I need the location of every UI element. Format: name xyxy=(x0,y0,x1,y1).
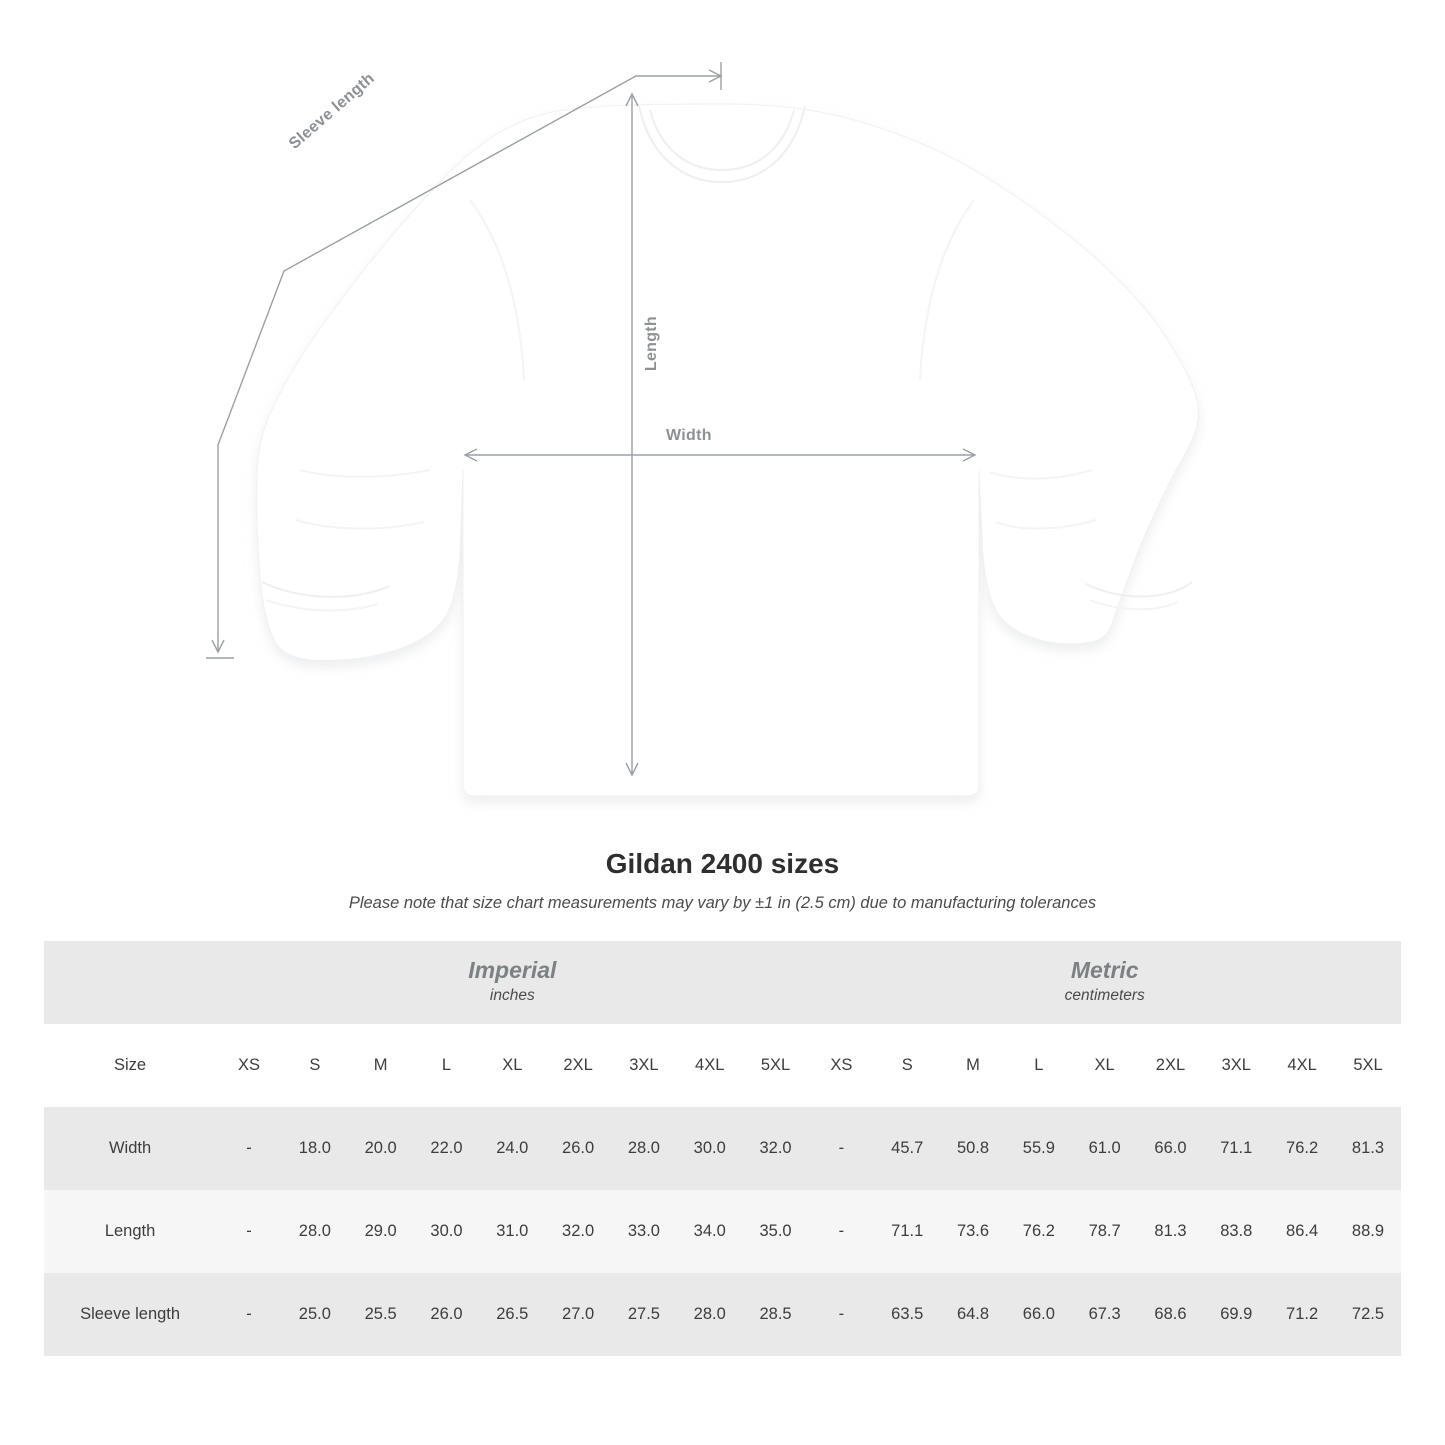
sleeve-length-dimension-label: Sleeve length xyxy=(286,69,378,153)
cell-width-imperial-2xl: 26.0 xyxy=(545,1107,611,1190)
cell-sleeve-imperial-2xl: 27.0 xyxy=(545,1273,611,1356)
metric-sublabel: centimeters xyxy=(1064,987,1145,1005)
header-imperial-xs: XS xyxy=(216,1024,282,1107)
size-table-wrapper xyxy=(44,941,1401,1356)
cell-length-imperial-5xl: 35.0 xyxy=(743,1190,809,1273)
cell-sleeve-metric-xs: - xyxy=(808,1273,874,1356)
cell-length-imperial-3xl: 33.0 xyxy=(611,1190,677,1273)
cell-sleeve-metric-2xl: 68.6 xyxy=(1138,1273,1204,1356)
cell-length-metric-3xl: 83.8 xyxy=(1203,1190,1269,1273)
tolerance-note: Please note that size chart measurements may vary by ±1 in (2.5 cm) due to manufacturing tolerances xyxy=(348,894,1097,912)
cell-width-metric-2xl: 66.0 xyxy=(1138,1107,1204,1190)
imperial-label: Imperial xyxy=(468,956,557,983)
size-header-row xyxy=(44,1024,1401,1107)
table-row xyxy=(44,1190,1401,1273)
row-label-sleeve-length: Sleeve length xyxy=(44,1273,216,1356)
cell-length-metric-xs: - xyxy=(808,1190,874,1273)
cell-length-metric-m: 73.6 xyxy=(940,1190,1006,1273)
header-imperial-m: M xyxy=(348,1024,414,1107)
table-row xyxy=(44,1273,1401,1356)
cell-width-imperial-3xl: 28.0 xyxy=(611,1107,677,1190)
header-metric-xs: XS xyxy=(808,1024,874,1107)
cell-sleeve-imperial-xl: 26.5 xyxy=(479,1273,545,1356)
header-metric-2xl: 2XL xyxy=(1138,1024,1204,1107)
header-imperial-5xl: 5XL xyxy=(743,1024,809,1107)
cell-length-metric-s: 71.1 xyxy=(874,1190,940,1273)
cell-sleeve-metric-s: 63.5 xyxy=(874,1273,940,1356)
cell-length-imperial-s: 28.0 xyxy=(282,1190,348,1273)
header-imperial-3xl: 3XL xyxy=(611,1024,677,1107)
cell-width-imperial-4xl: 30.0 xyxy=(677,1107,743,1190)
header-imperial-4xl: 4XL xyxy=(677,1024,743,1107)
cell-width-metric-s: 45.7 xyxy=(874,1107,940,1190)
cell-length-imperial-l: 30.0 xyxy=(414,1190,480,1273)
header-imperial-l: L xyxy=(414,1024,480,1107)
cell-length-imperial-m: 29.0 xyxy=(348,1190,414,1273)
length-dimension-label: Length xyxy=(643,316,660,372)
header-size: Size xyxy=(44,1024,216,1107)
header-metric-m: M xyxy=(940,1024,1006,1107)
header-metric-l: L xyxy=(1006,1024,1072,1107)
cell-width-imperial-s: 18.0 xyxy=(282,1107,348,1190)
cell-width-imperial-5xl: 32.0 xyxy=(743,1107,809,1190)
cell-width-imperial-xs: - xyxy=(216,1107,282,1190)
row-label-length: Length xyxy=(44,1190,216,1273)
cell-width-imperial-m: 20.0 xyxy=(348,1107,414,1190)
cell-sleeve-metric-5xl: 72.5 xyxy=(1335,1273,1401,1356)
title-block xyxy=(0,848,1445,913)
cell-width-metric-5xl: 81.3 xyxy=(1335,1107,1401,1190)
header-imperial-s: S xyxy=(282,1024,348,1107)
imperial-sublabel: inches xyxy=(489,987,535,1005)
cell-width-imperial-l: 22.0 xyxy=(414,1107,480,1190)
cell-width-imperial-xl: 24.0 xyxy=(479,1107,545,1190)
header-imperial-xl: XL xyxy=(479,1024,545,1107)
cell-length-metric-xl: 78.7 xyxy=(1072,1190,1138,1273)
cell-width-metric-xs: - xyxy=(808,1107,874,1190)
header-imperial-2xl: 2XL xyxy=(545,1024,611,1107)
cell-length-metric-5xl: 88.9 xyxy=(1335,1190,1401,1273)
cell-length-metric-2xl: 81.3 xyxy=(1138,1190,1204,1273)
unit-header-spacer xyxy=(44,941,216,1024)
metric-label: Metric xyxy=(1070,956,1139,983)
unit-header-metric xyxy=(808,941,1401,1024)
cell-width-metric-m: 50.8 xyxy=(940,1107,1006,1190)
cell-length-imperial-4xl: 34.0 xyxy=(677,1190,743,1273)
cell-sleeve-imperial-xs: - xyxy=(216,1273,282,1356)
cell-sleeve-imperial-5xl: 28.5 xyxy=(743,1273,809,1356)
page-title: Gildan 2400 sizes xyxy=(605,848,840,879)
header-metric-4xl: 4XL xyxy=(1269,1024,1335,1107)
width-dimension-label: Width xyxy=(666,427,712,444)
header-metric-s: S xyxy=(874,1024,940,1107)
cell-width-metric-l: 55.9 xyxy=(1006,1107,1072,1190)
cell-sleeve-metric-3xl: 69.9 xyxy=(1203,1273,1269,1356)
cell-sleeve-imperial-3xl: 27.5 xyxy=(611,1273,677,1356)
header-metric-5xl: 5XL xyxy=(1335,1024,1401,1107)
cell-sleeve-metric-m: 64.8 xyxy=(940,1273,1006,1356)
cell-width-metric-4xl: 76.2 xyxy=(1269,1107,1335,1190)
size-table xyxy=(44,941,1401,1356)
header-metric-xl: XL xyxy=(1072,1024,1138,1107)
cell-length-imperial-2xl: 32.0 xyxy=(545,1190,611,1273)
cell-sleeve-metric-xl: 67.3 xyxy=(1072,1273,1138,1356)
cell-width-metric-3xl: 71.1 xyxy=(1203,1107,1269,1190)
cell-sleeve-imperial-s: 25.0 xyxy=(282,1273,348,1356)
cell-length-metric-4xl: 86.4 xyxy=(1269,1190,1335,1273)
cell-length-imperial-xs: - xyxy=(216,1190,282,1273)
table-row xyxy=(44,1107,1401,1190)
unit-header-imperial xyxy=(216,941,808,1024)
row-label-width: Width xyxy=(44,1107,216,1190)
cell-sleeve-imperial-m: 25.5 xyxy=(348,1273,414,1356)
cell-sleeve-metric-l: 66.0 xyxy=(1006,1273,1072,1356)
cell-width-metric-xl: 61.0 xyxy=(1072,1107,1138,1190)
cell-length-imperial-xl: 31.0 xyxy=(479,1190,545,1273)
cell-sleeve-metric-4xl: 71.2 xyxy=(1269,1273,1335,1356)
unit-header-row xyxy=(44,941,1401,1024)
cell-sleeve-imperial-l: 26.0 xyxy=(414,1273,480,1356)
cell-length-metric-l: 76.2 xyxy=(1006,1190,1072,1273)
header-metric-3xl: 3XL xyxy=(1203,1024,1269,1107)
cell-sleeve-imperial-4xl: 28.0 xyxy=(677,1273,743,1356)
